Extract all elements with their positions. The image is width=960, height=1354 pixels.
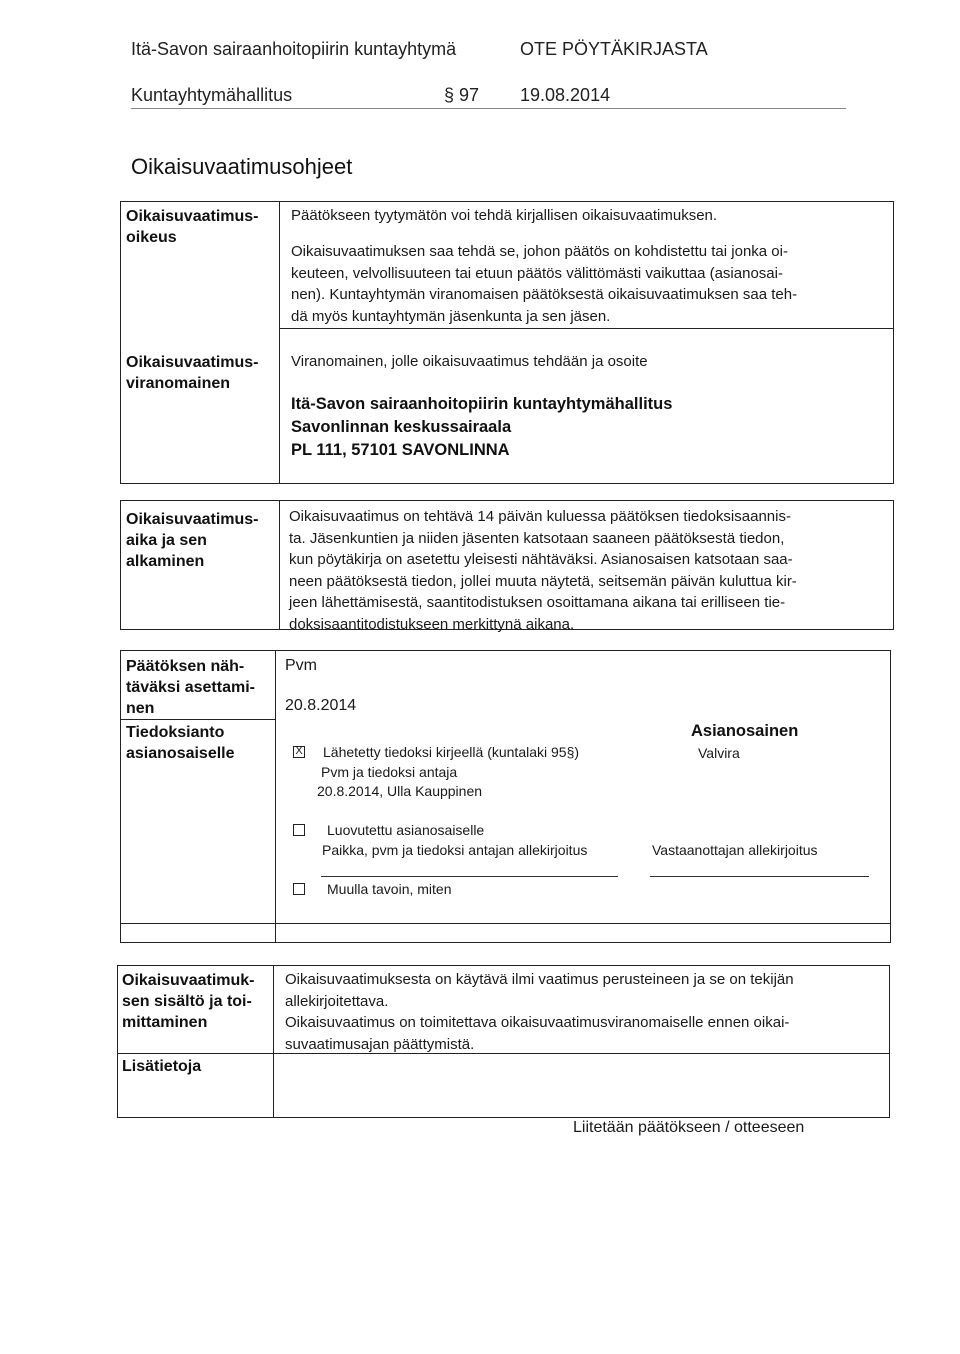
block4-label2: Tiedoksianto asianosaiselle (126, 724, 235, 762)
notification-bottom-separator (120, 923, 891, 924)
block1-label: Oikaisuvaatimus- oikeus (126, 208, 259, 246)
block4-label: Päätöksen näh- täväksi asettami- nen (126, 658, 255, 717)
checkbox-letter-sent[interactable]: X (293, 746, 305, 758)
notification-divider (275, 650, 276, 943)
block2-label: Oikaisuvaatimus- viranomainen (126, 354, 259, 392)
opt-other-way-label: Muulla tavoin, miten (327, 881, 452, 897)
block3-text: Oikaisuvaatimus on tehtävä 14 päivän kuluessa päätöksen tiedoksisaannis- ta. Jäsenkuntien ja niiden jäsenten katsotaan saaneen päätöksestä tiedon, kun pöytäkirja on asetettu yleisesti nähtäväksi. Asianosaisen katsotaan saa- neen päätöksestä tiedon, jollei muuta näytetä, seitsemän päivän kuluttua kir- jeen lähettämisestä, saantitodistuksen osoittamana aikana tai erilliseen tie- doksisaantitodistukseen merkittynä aikana. (289, 508, 797, 633)
block5-text: Oikaisuvaatimuksesta on käytävä ilmi vaatimus perusteineen ja se on tekijän allekirjoitettava. Oikaisuvaatimus on toimitettava oikaisuvaatimusviranomaiselle ennen oikai- suvaatimusajan päättymistä. (285, 971, 794, 1053)
checkbox-other-way[interactable] (293, 883, 305, 895)
opt-handed-over-label: Luovutettu asianosaiselle (327, 822, 485, 838)
opt-letter-sent-sub1: Pvm ja tiedoksi antaja (321, 764, 458, 780)
opt-handed-over-sub1: Paikka, pvm ja tiedoksi antajan allekirjoitus (322, 842, 588, 858)
giver-signature-line (321, 876, 618, 877)
receiver-signature-line (650, 876, 869, 877)
pvm-label: Pvm (285, 657, 317, 674)
page-title: Oikaisuvaatimusohjeet (131, 154, 353, 179)
appeal-authority-address: Itä-Savon sairaanhoitopiirin kuntayhtymähallitus Savonlinnan keskussairaala PL 111, 57101 SAVONLINNA (291, 395, 673, 459)
block5-label2: Lisätietoja (122, 1058, 202, 1075)
block1-text-body: Oikaisuvaatimuksen saa tehdä se, johon päätös on kohdistettu tai jonka oi- keuteen, velvollisuuteen tai etuun päätös välittömästi vaikuttaa (asianosai- nen). Kuntayhtymän viranomaisen päätöksestä oikaisuvaatimuksen saa teh- dä myös kuntayhtymän jäsenkunta ja sen jäsen. (291, 243, 798, 325)
party-value: Valvira (698, 745, 740, 761)
header-rule (131, 108, 846, 109)
block5-label: Oikaisuvaatimuk- sen sisältö ja toi- mittaminen (122, 972, 255, 1031)
checkbox-handed-over[interactable] (293, 824, 305, 836)
block3-label: Oikaisuvaatimus- aika ja sen alkaminen (126, 511, 259, 570)
party-header: Asianosainen (691, 722, 799, 740)
block2-intro: Viranomainen, jolle oikaisuvaatimus tehdään ja osoite (291, 353, 648, 370)
opt-letter-sent-sub2: 20.8.2014, Ulla Kauppinen (317, 783, 483, 799)
header-section: § 97 (444, 85, 480, 105)
header-date: 19.08.2014 (520, 85, 611, 105)
header-org: Itä-Savon sairaanhoitopiirin kuntayhtymä (131, 39, 457, 59)
header-board: Kuntayhtymähallitus (131, 85, 293, 105)
appeal-right-divider (279, 201, 280, 484)
notification-label-separator (120, 719, 275, 720)
header-doc-type: OTE PÖYTÄKIRJASTA (520, 39, 708, 59)
pvm-value: 20.8.2014 (285, 697, 357, 714)
appeal-right-separator (279, 328, 894, 329)
content-divider (273, 965, 274, 1118)
appeal-time-divider (279, 500, 280, 630)
footer-note: Liitetään päätökseen / otteeseen (573, 1119, 805, 1136)
block1-text-lead: Päätökseen tyytymätön voi tehdä kirjallisen oikaisuvaatimuksen. (291, 207, 718, 224)
opt-handed-over-sub-right: Vastaanottajan allekirjoitus (652, 842, 818, 858)
opt-letter-sent-label: Lähetetty tiedoksi kirjeellä (kuntalaki 95§) (323, 744, 580, 760)
